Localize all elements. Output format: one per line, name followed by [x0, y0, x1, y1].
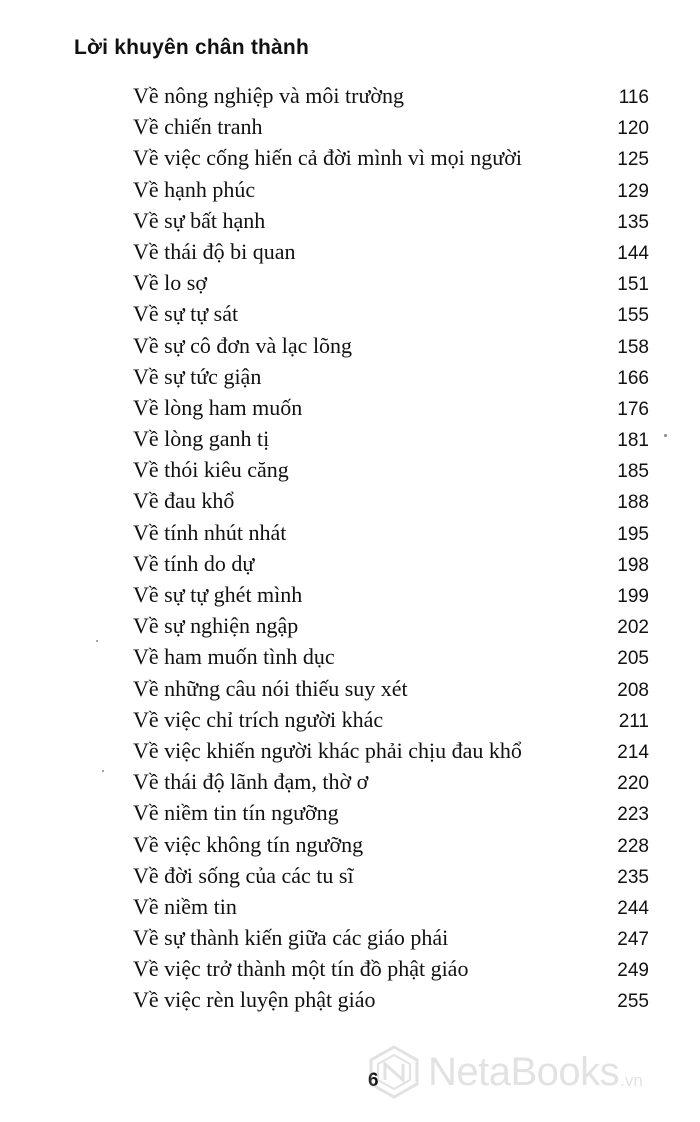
table-of-contents — [133, 80, 649, 1016]
toc-entry-title: Về lòng ganh tị — [133, 426, 270, 452]
toc-entry-title: Về việc cống hiến cả đời mình vì mọi người — [133, 145, 522, 171]
toc-entry — [133, 205, 649, 236]
toc-entry — [133, 236, 649, 267]
toc-entry-title: Về sự tự sát — [133, 301, 239, 327]
toc-entry-title: Về việc chỉ trích người khác — [133, 706, 384, 732]
toc-entry — [133, 579, 649, 610]
toc-entry-page: 199 — [617, 586, 649, 607]
toc-entry — [133, 423, 649, 454]
toc-entry-page: 235 — [617, 866, 649, 888]
toc-entry-page: 125 — [617, 149, 649, 171]
toc-entry — [133, 485, 649, 516]
toc-entry-page: 208 — [617, 679, 649, 701]
toc-entry — [133, 267, 649, 298]
toc-entry — [133, 922, 649, 953]
toc-entry — [133, 673, 649, 704]
toc-entry-page: 198 — [617, 554, 649, 576]
toc-entry-page: 195 — [617, 523, 649, 545]
toc-entry — [133, 797, 649, 828]
toc-entry — [133, 454, 649, 485]
page-number: 6 — [368, 1070, 379, 1091]
toc-entry — [133, 860, 649, 891]
toc-entry-title: Về thói kiêu căng — [133, 457, 289, 483]
toc-entry-title: Về ham muốn tình dục — [133, 644, 335, 670]
toc-entry-title: Về lo sợ — [133, 270, 207, 296]
toc-entry-title: Về thái độ bi quan — [133, 238, 296, 264]
toc-entry-title: Về việc khiến người khác phải chịu đau khổ — [133, 737, 522, 763]
toc-entry-title: Về sự bất hạnh — [133, 207, 266, 233]
toc-entry — [133, 548, 649, 579]
toc-entry-title: Về thái độ lãnh đạm, thờ ơ — [133, 769, 369, 795]
toc-entry — [133, 298, 649, 329]
toc-entry-page: 135 — [617, 211, 649, 233]
toc-entry — [133, 704, 649, 735]
toc-entry — [133, 330, 649, 361]
toc-entry-title: Về lòng ham muốn — [133, 394, 303, 420]
watermark-suffix: .vn — [620, 1071, 643, 1090]
toc-entry-title: Về việc trở thành một tín đồ phật giáo — [133, 956, 469, 982]
toc-entry-page: 181 — [617, 430, 649, 452]
toc-entry-page: 214 — [617, 741, 649, 763]
toc-entry-page: 120 — [617, 118, 649, 140]
toc-entry — [133, 142, 649, 173]
toc-entry — [133, 766, 649, 797]
toc-entry-page: 188 — [617, 492, 649, 514]
toc-entry-page: 144 — [617, 242, 649, 264]
toc-entry-page: 220 — [617, 773, 649, 795]
toc-entry — [133, 829, 649, 860]
toc-entry-title: Về những câu nói thiếu suy xét — [133, 675, 408, 701]
toc-entry-title: Về sự tức giận — [133, 363, 262, 389]
toc-entry — [133, 610, 649, 641]
scan-speck — [102, 770, 104, 772]
toc-entry-title: Về sự tự ghét mình — [133, 582, 303, 607]
toc-entry-title: Về niềm tin tín ngưỡng — [133, 800, 339, 826]
toc-entry — [133, 735, 649, 766]
watermark-brand: NetaBooks — [428, 1049, 620, 1094]
toc-entry-title: Về niềm tin — [133, 893, 237, 919]
watermark — [366, 1044, 643, 1100]
toc-entry-page: 205 — [617, 648, 649, 670]
toc-entry — [133, 891, 649, 922]
toc-entry — [133, 392, 649, 423]
toc-entry-page: 249 — [617, 960, 649, 982]
toc-entry-title: Về hạnh phúc — [133, 176, 256, 202]
toc-entry-title: Về tính do dự — [133, 550, 255, 576]
toc-entry-title: Về đời sống của các tu sĩ — [133, 862, 354, 888]
toc-entry-page: 129 — [617, 180, 649, 202]
toc-entry-page: 151 — [617, 274, 649, 296]
toc-entry-page: 202 — [617, 617, 649, 639]
toc-entry-page: 255 — [617, 991, 649, 1013]
toc-entry — [133, 984, 649, 1015]
toc-entry-page: 211 — [618, 710, 649, 732]
toc-entry-title: Về đau khổ — [133, 488, 235, 514]
toc-entry-title: Về việc rèn luyện phật giáo — [133, 987, 376, 1013]
toc-entry — [133, 361, 649, 392]
toc-entry-title: Về sự cô đơn và lạc lõng — [133, 332, 353, 358]
toc-entry — [133, 641, 649, 672]
toc-entry-page: 176 — [617, 398, 649, 420]
toc-entry-page: 155 — [617, 305, 649, 327]
toc-entry-page: 228 — [617, 835, 649, 857]
toc-entry-title: Về chiến tranh — [133, 114, 263, 140]
toc-entry — [133, 174, 649, 205]
scan-speck — [664, 434, 667, 437]
toc-entry-title: Về tính nhút nhát — [133, 519, 287, 545]
toc-entry-page: 158 — [617, 336, 649, 358]
toc-entry — [133, 953, 649, 984]
toc-entry-page: 223 — [617, 804, 649, 826]
toc-entry — [133, 80, 649, 111]
toc-entry — [133, 517, 649, 548]
toc-entry-title: Về việc không tín ngưỡng — [133, 831, 364, 857]
toc-entry-page: 166 — [617, 367, 649, 389]
toc-entry-page: 244 — [617, 897, 649, 919]
page-header-title: Lời khuyên chân thành — [74, 36, 309, 59]
netabooks-logo-icon — [366, 1044, 422, 1100]
scan-speck — [96, 640, 98, 642]
toc-entry-page: 116 — [618, 87, 649, 108]
toc-entry-title: Về sự thành kiến giữa các giáo phái — [133, 925, 449, 951]
toc-entry-page: 185 — [617, 461, 649, 483]
toc-entry-title: Về sự nghiện ngập — [133, 613, 299, 639]
toc-entry — [133, 111, 649, 142]
toc-entry-title: Về nông nghiệp và môi trường — [133, 83, 405, 108]
toc-entry-page: 247 — [617, 929, 649, 951]
